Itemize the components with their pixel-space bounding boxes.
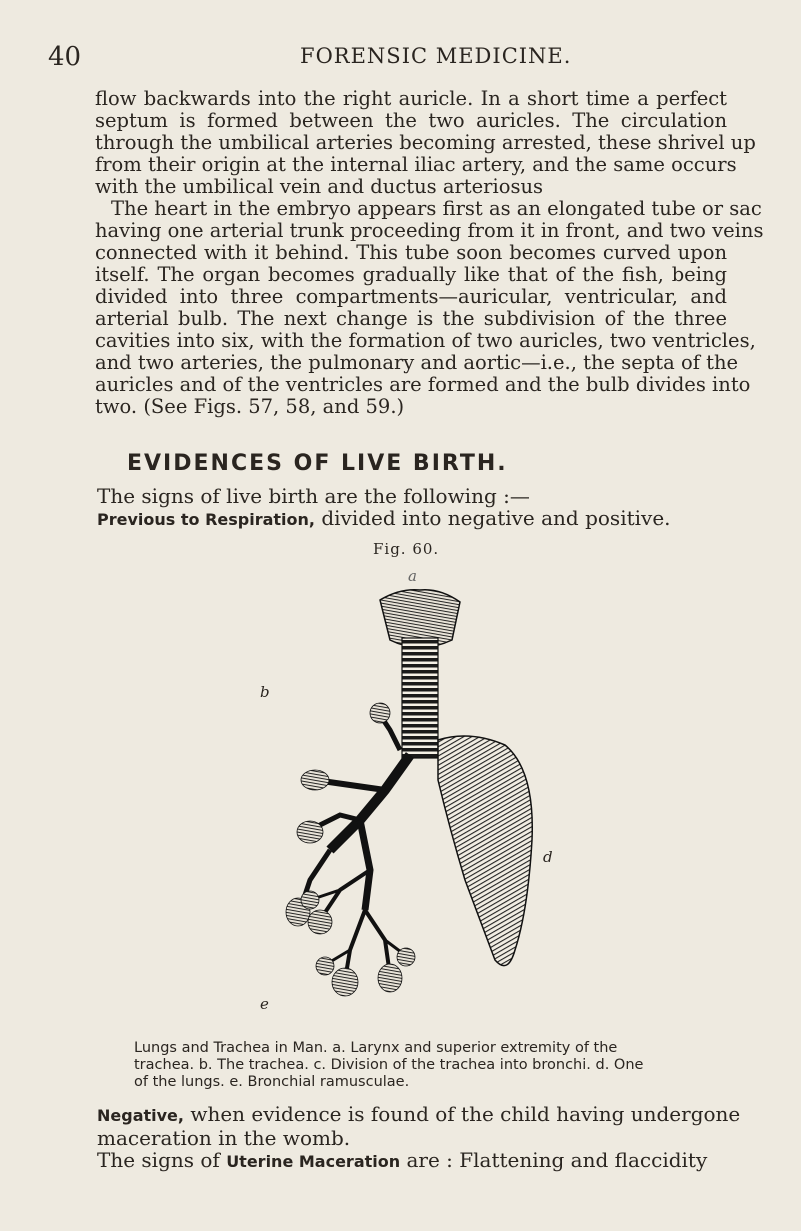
text-line: arterial bulb. The next change is the subdivision of the three [95,307,727,330]
text-line: and two arteries, the pulmonary and aortic—i.e., the septa of the [95,351,739,374]
text-line: auricles and of the ventricles are formed and the bulb divides into [95,373,751,396]
text-line: maceration in the womb. [97,1126,351,1150]
figure-label: Fig. 60. [373,540,440,558]
figure-letter-d: d [543,848,553,866]
signs-intro: The signs of live birth are the following :— [97,484,530,508]
text-line: two. (See Figs. 57, 58, and 59.) [95,395,405,418]
page-number: 40 [48,42,82,72]
lung-right-side [438,736,532,966]
section-heading: EVIDENCES OF LIVE BIRTH. [127,451,508,476]
uterine-rest: are : Flattening and flaccidity [400,1148,708,1172]
text-line: itself. The organ becomes gradually like that of the fish, being [95,263,727,286]
figure-letter-b: b [260,683,270,701]
text-line: flow backwards into the right auricle. In a short time a perfect [95,87,727,110]
paragraph-embryo-heart [95,197,764,418]
text-line [97,1102,741,1127]
text-line: connected with it behind. This tube soon becomes curved upon [95,241,727,264]
paragraph-circulation [95,87,756,198]
previous-term: Previous to Respiration, [97,510,315,529]
figure-letter-e: e [260,995,269,1013]
previous-to-respiration-line [97,506,671,530]
caption-line: Lungs and Trachea in Man. a. Larynx and superior extremity of the [134,1040,618,1056]
caption-line: of the lungs. e. Bronchial ramusculae. [134,1074,410,1090]
caption-line: trachea. b. The trachea. c. Division of the trachea into bronchi. d. One [134,1057,644,1073]
negative-term: Negative, [97,1106,184,1125]
text-line: The heart in the embryo appears first as an elongated tube or sac [111,197,762,220]
text-line: with the umbilical vein and ductus arteriosus [95,175,544,198]
uterine-pre: The signs of [97,1148,227,1172]
text-line: divided into three compartments—auricular, ventricular, and [95,285,727,308]
negative-rest: when evidence is found of the child having undergone [183,1102,741,1126]
text-line: from their origin at the internal iliac artery, and the same occurs [95,153,737,176]
previous-rest: divided into negative and positive. [314,506,671,530]
lungs-trachea-illustration [270,580,560,1020]
bronchial-tree [300,715,410,980]
text-line: through the umbilical arteries becoming arrested, these shrivel up [95,131,756,154]
running-title: FORENSIC MEDICINE. [300,44,572,68]
figure-caption [134,1040,704,1091]
text-line: having one arterial trunk proceeding from it in front, and two veins [95,219,764,242]
text-line: cavities into six, with the formation of two auricles, two ventricles, [95,329,756,352]
negative-paragraph [97,1102,741,1173]
text-line: septum is formed between the two auricles. The circulation [95,109,727,132]
uterine-term: Uterine Maceration [226,1152,401,1171]
trachea [402,638,438,758]
text-line [97,1149,737,1173]
figure-letter-a: a [408,567,417,585]
